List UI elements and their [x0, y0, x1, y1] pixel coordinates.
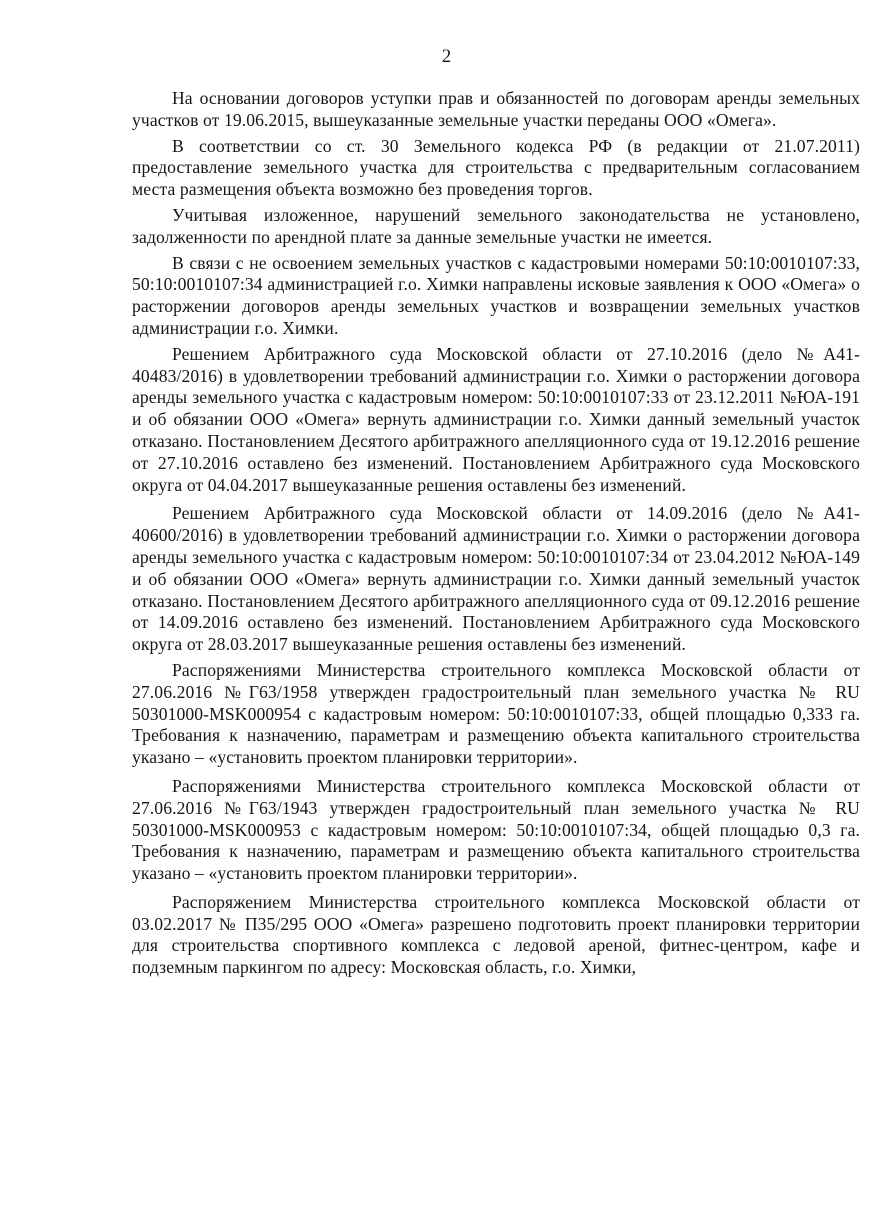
paragraph-urban-plan-000953: Распоряжениями Министерства строительного комплекса Московской области от 27.06.2016 №Г63/1943 утвержден градостроительный план земельного участка № RU 50301000-MSK000953 с кадастровым номером: 50:10:0010107:34, общей площадью 0,3 га. Требования к назначению, параметрам и размещению объекта капитального строительства указано – «установить проектом планировки территории». — [132, 775, 860, 884]
paragraph-planning-project-order: Распоряжением Министерства строительного комплекса Московской области от 03.02.2017 № П35/295 ООО «Омега» разрешено подготовить проект планировки территории для строительства спортивного комплекса с ледовой ареной, фитнес-центром, кафе и подземным паркингом по адресу: Московская область, г.о. Химки, — [132, 891, 860, 978]
document-body — [132, 88, 860, 979]
paragraph-court-decision-a41-40483: Решением Арбитражного суда Московской области от 27.10.2016 (дело №А41-40483/2016) в удовлетворении требований администрации г.о. Химки о расторжении договора аренды земельного участка с кадастровым номером: 50:10:0010107:33 от 23.12.2011 №ЮА-191 и об обязании ООО «Омега» вернуть администрации г.о. Химки данный земельный участок отказано. Постановлением Десятого арбитражного апелляционного суда от 19.12.2016 решение от 27.10.2016 оставлено без изменений. Постановлением Арбитражного суда Московского округа от 04.04.2017 вышеуказанные решения оставлены без изменений. — [132, 343, 860, 495]
paragraph-no-violations: Учитывая изложенное, нарушений земельного законодательства не установлено, задолженности по арендной плате за данные земельные участки не имеется. — [132, 204, 860, 247]
paragraph-urban-plan-000954: Распоряжениями Министерства строительного комплекса Московской области от 27.06.2016 №Г63/1958 утвержден градостроительный план земельного участка № RU 50301000-MSK000954 с кадастровым номером: 50:10:0010107:33, общей площадью 0,333 га. Требования к назначению, параметрам и размещению объекта капитального строительства указано – «установить проектом планировки территории». — [132, 659, 860, 768]
page-number: 2 — [441, 46, 452, 67]
paragraph-assignment-of-rights: На основании договоров уступки прав и обязанностей по договорам аренды земельных участков от 19.06.2015, вышеуказанные земельные участки переданы ООО «Омега». — [132, 88, 860, 130]
paragraph-land-code-article-30: В соответствии со ст. 30 Земельного кодекса РФ (в редакции от 21.07.2011) предоставление земельного участка для строительства с предварительным согласованием места размещения объекта возможно без проведения торгов. — [132, 135, 860, 200]
paragraph-court-decision-a41-40600: Решением Арбитражного суда Московской области от 14.09.2016 (дело №А41-40600/2016) в удовлетворении требований администрации г.о. Химки о расторжении договора аренды земельного участка с кадастровым номером: 50:10:0010107:34 от 23.04.2012 №ЮА-149 и об обязании ООО «Омега» вернуть администрации г.о. Химки данный земельный участок отказано. Постановлением Десятого арбитражного апелляционного суда от 09.12.2016 решение от 14.09.2016 оставлено без изменений. Постановлением Арбитражного суда Московского округа от 28.03.2017 вышеуказанные решения оставлены без изменений. — [132, 503, 860, 655]
paragraph-lawsuits-filed: В связи с не освоением земельных участков с кадастровыми номерами 50:10:0010107:33, 50:10:0010107:34 администрацией г.о. Химки направлены исковые заявления к ООО «Омега» о расторжении договоров аренды земельных участков и возвращении земельных участков администрации г.о. Химки. — [132, 252, 860, 338]
